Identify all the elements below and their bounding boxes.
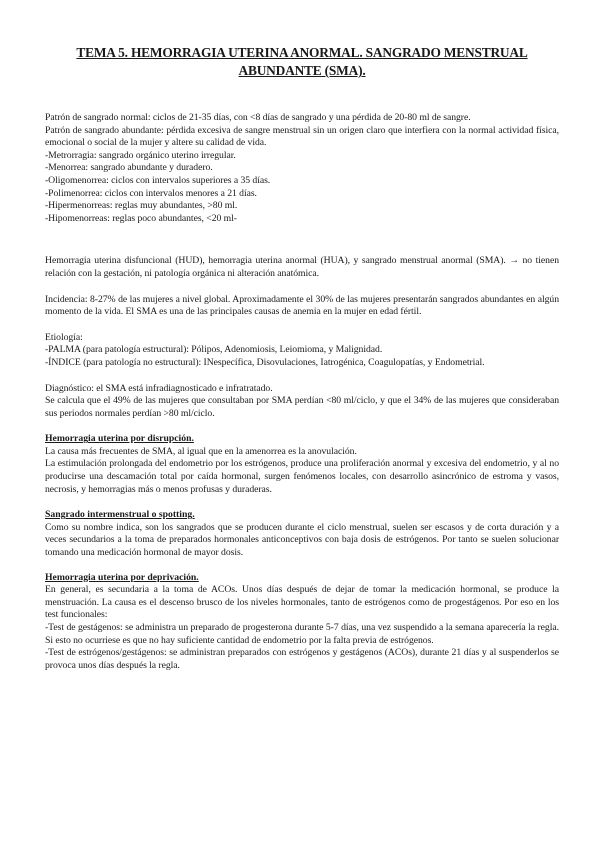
definition-normal: Patrón de sangrado normal: ciclos de 21-35 días, con <8 días de sangrado y una pérdida de 20-80 ml de sangre. xyxy=(45,112,471,123)
section-paragraph: -Test de estrógenos/gestágenos: se administran preparados con estrógenos y gestágenos (ACOs), durante 21 días y al suspenderlos se provoca unos días después la regla. xyxy=(45,647,559,671)
section-paragraph: En general, es secundaria a la toma de ACOs. Unos días después de dejar de tomar la medicación hormonal, se produce la menstruación. La causa es el descenso brusco de los niveles hormonales, tanto de estrógenos como de progestágenos. Por eso en los test funcionales: xyxy=(45,584,559,621)
section-heading: Hemorragia uterina por disrupción. xyxy=(45,433,194,445)
section-disruption xyxy=(45,433,559,496)
diagnosis-statistics: Se calcula que el 49% de las mujeres que consultaban por SMA perdían <80 ml/ciclo, y que el 34% de las mujeres que consideraban sus periodos normales perdían >80 ml/ciclo. xyxy=(45,395,559,419)
etiology-heading: Etiología: xyxy=(45,331,83,343)
page-title xyxy=(45,44,559,80)
section-paragraph: Como su nombre indica, son los sangrados que se producen durante el ciclo menstrual, suelen ser escasos y de corta duración y a veces secundarios a la toma de preparados hormonales anticonceptivos con baja dosis de estrógenos. Por tanto se suelen solucionar tomando una medicación hormonal de mayor dosis. xyxy=(45,521,559,559)
definition-polimenorrea: -Polimenorrea: ciclos con intervalos menores a 21 días. xyxy=(45,187,257,199)
document-page xyxy=(45,0,559,672)
definitions-block xyxy=(45,112,559,225)
diagnosis-block xyxy=(45,383,559,421)
section-paragraph: La estimulación prolongada del endometrio por los estrógenos, produce una proliferación anormal y excesiva del endometrio, y al no producirse una descamación total por caída hormonal, surgen fenómenos locales, con desarrollo asincrónico de estroma y vasos, necrosis, y hemorragias más o menos profusas y duraderas. xyxy=(45,458,559,495)
section-heading: Hemorragia uterina por deprivación. xyxy=(45,571,199,583)
definition-hipermenorreas: -Hipermenorreas: reglas muy abundantes, >80 ml. xyxy=(45,200,238,212)
title-line-1: TEMA 5. HEMORRAGIA UTERINA ANORMAL. SANGRADO MENSTRUAL xyxy=(76,45,528,60)
definition-menorrea: -Menorrea: sangrado abundante y duradero. xyxy=(45,162,213,174)
etiology-block xyxy=(45,332,559,370)
etiology-palma: -PALMA (para patología estructural): Pólipos, Adenomiosis, Leiomioma, y Malignidad. xyxy=(45,344,383,356)
section-heading: Sangrado intermenstrual o spotting. xyxy=(45,509,195,521)
etiology-indice: -ÍNDICE (para patología no estructural): INespecífica, Disovulaciones, Iatrogénica, Coagulopatías, y Endometrial. xyxy=(45,356,485,368)
hud-paragraph: Hemorragia uterina disfuncional (HUD), hemorragia uterina anormal (HUA), y sangrado menstrual anormal (SMA). → no tienen relación con la gestación, ni patología orgánica ni alteración anatómica. xyxy=(45,255,559,279)
definition-abundant: Patrón de sangrado abundante: pérdida excesiva de sangre menstrual sin un origen claro que interfiera con la normal actividad física, emocional o social de la mujer y altere su calidad de vida. xyxy=(45,124,559,149)
definition-metrorragia: -Metrorragia: sangrado orgánico uterino irregular. xyxy=(45,149,236,161)
section-paragraph: La causa más frecuentes de SMA, al igual que en la amenorrea es la anovulación. xyxy=(45,445,357,457)
section-deprivation xyxy=(45,572,559,673)
diagnosis-line: Diagnóstico: el SMA está infradiagnosticado e infratratado. xyxy=(45,382,273,394)
section-spotting xyxy=(45,509,559,559)
section-paragraph: -Test de gestágenos: se administra un preparado de progesterona durante 5-7 días, una vez suspendido a la semana aparecería la regla. Si esto no ocurriese es que no hay suficiente cantidad de endometrio por la falta previa de estrógenos. xyxy=(45,622,559,646)
incidence-paragraph: Incidencia: 8-27% de las mujeres a nivel global. Aproximadamente el 30% de las mujeres presentarán sangrados abundantes en algún momento de la vida. El SMA es una de las principales causas de anemia en la mujer en edad fértil. xyxy=(45,293,559,318)
definition-oligomenorrea: -Oligomenorrea: ciclos con intervalos superiores a 35 días. xyxy=(45,174,271,186)
definition-hipomenorreas: -Hipomenorreas: reglas poco abundantes, <20 ml- xyxy=(45,212,237,224)
title-line-2: ABUNDANTE (SMA). xyxy=(238,63,366,78)
